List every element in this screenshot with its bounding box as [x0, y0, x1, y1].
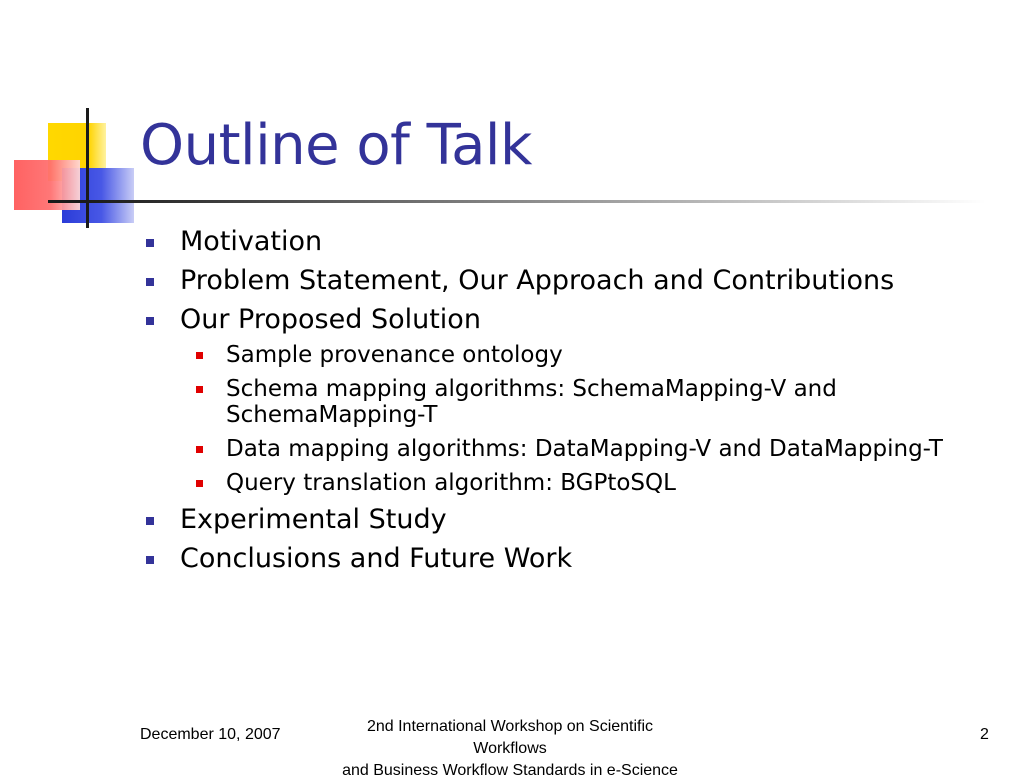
sub-bullet-item [140, 436, 960, 462]
bullet-square-icon [146, 317, 154, 325]
bullet-item [140, 226, 960, 258]
bullet-square-icon [146, 517, 154, 525]
bullet-item [140, 265, 960, 297]
sub-bullet-text: Sample provenance ontology [226, 342, 563, 368]
sub-bullet-item [140, 342, 960, 368]
bullet-text: Motivation [180, 226, 323, 257]
sub-bullet-item [140, 470, 960, 496]
bullet-item [140, 304, 960, 496]
footer-workshop-line2: and Business Workflow Standards in e-Science [342, 762, 678, 779]
bullet-list [140, 226, 960, 575]
sub-bullet-square-icon [196, 352, 203, 359]
sub-bullet-text: Query translation algorithm: BGPtoSQL [226, 470, 676, 496]
logo-vertical-line [86, 108, 89, 228]
bullet-square-icon [146, 278, 154, 286]
bullet-text: Experimental Study [180, 504, 447, 535]
bullet-square-icon [146, 239, 154, 247]
title-underline [86, 200, 986, 203]
bullet-square-icon [146, 556, 154, 564]
sub-bullet-item [140, 376, 960, 428]
sub-bullet-square-icon [196, 386, 203, 393]
slide-body [140, 226, 960, 582]
sub-bullet-list [140, 342, 960, 496]
footer-date: December 10, 2007 [140, 726, 281, 743]
slide-title: Outline of Talk [140, 113, 532, 178]
bullet-item [140, 504, 960, 536]
bullet-text: Our Proposed Solution [180, 304, 481, 335]
bullet-item [140, 543, 960, 575]
bullet-text: Problem Statement, Our Approach and Contributions [180, 265, 895, 296]
sub-bullet-square-icon [196, 480, 203, 487]
sub-bullet-text: Schema mapping algorithms: SchemaMapping-V and SchemaMapping-T [226, 376, 837, 428]
sub-bullet-text: Data mapping algorithms: DataMapping-V and DataMapping-T [226, 436, 943, 462]
page-number: 2 [980, 726, 989, 743]
bullet-text: Conclusions and Future Work [180, 543, 573, 574]
sub-bullet-square-icon [196, 446, 203, 453]
footer-workshop [340, 716, 680, 782]
footer-workshop-line1: 2nd International Workshop on Scientific Workflows [366, 718, 654, 757]
